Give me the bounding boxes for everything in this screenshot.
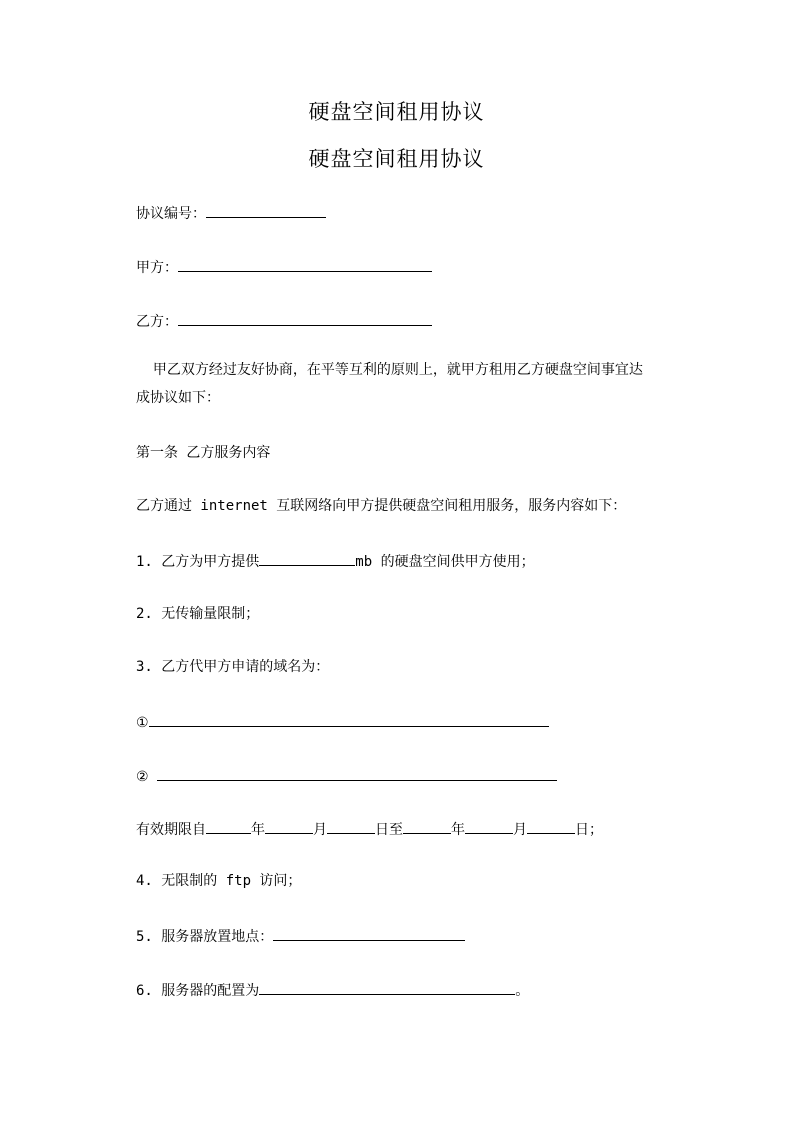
article-1-heading: 第一条 乙方服务内容 [136, 445, 271, 461]
start-year-blank [206, 818, 251, 834]
party-a-label: 甲方： [136, 260, 178, 276]
intro-paragraph [136, 356, 716, 412]
document-title: 硬盘空间租用协议 [308, 100, 485, 124]
service-intro: 乙方通过 internet 互联网络向甲方提供硬盘空间租用服务，服务内容如下： [136, 498, 627, 514]
party-a-blank [178, 256, 432, 272]
party-b-line [136, 310, 432, 332]
server-location-blank [273, 925, 465, 941]
validity-day-2: 日； [575, 822, 603, 838]
item-6 [136, 979, 529, 1001]
item-4: 4. 无限制的 ftp 访问； [136, 873, 302, 889]
party-b-label: 乙方： [136, 314, 178, 330]
validity-year-1: 年 [251, 822, 265, 838]
item-1 [136, 550, 535, 572]
storage-size-blank [259, 550, 355, 566]
validity-month-1: 月 [313, 822, 327, 838]
domain-1-marker: ① [136, 715, 149, 731]
party-b-blank [178, 310, 432, 326]
start-month-blank [265, 818, 313, 834]
item-1-prefix: 1. 乙方为甲方提供 [136, 554, 260, 570]
item-5 [136, 925, 465, 947]
item-6-label: 6. 服务器的配置为 [136, 983, 260, 999]
validity-year-2: 年 [451, 822, 465, 838]
domain-2-blank [157, 765, 557, 781]
domain-line-2 [136, 765, 557, 787]
agreement-number-line [136, 202, 326, 224]
item-1-suffix: mb 的硬盘空间供甲方使用； [355, 554, 535, 570]
end-day-blank [527, 818, 575, 834]
end-month-blank [465, 818, 513, 834]
item-3: 3. 乙方代甲方申请的域名为： [136, 659, 330, 675]
item-6-end: 。 [515, 983, 530, 999]
domain-2-marker: ② [136, 769, 157, 785]
start-day-blank [327, 818, 375, 834]
item-5-label: 5. 服务器放置地点： [136, 929, 274, 945]
item-2: 2. 无传输量限制； [136, 606, 260, 622]
party-a-line [136, 256, 432, 278]
domain-line-1 [136, 711, 549, 733]
intro-line-2: 成协议如下： [136, 390, 220, 406]
end-year-blank [403, 818, 451, 834]
document-subtitle: 硬盘空间租用协议 [308, 147, 485, 171]
server-config-blank [259, 979, 515, 995]
validity-prefix: 有效期限自 [136, 822, 206, 838]
intro-line-1: 甲乙双方经过友好协商，在平等互利的原则上，就甲方租用乙方硬盘空间事宜达 [136, 362, 643, 378]
validity-month-2: 月 [513, 822, 527, 838]
domain-1-blank [149, 711, 549, 727]
validity-line [136, 818, 603, 840]
agreement-number-label: 协议编号： [136, 206, 206, 222]
agreement-number-blank [206, 202, 326, 218]
validity-day-to: 日至 [375, 822, 403, 838]
